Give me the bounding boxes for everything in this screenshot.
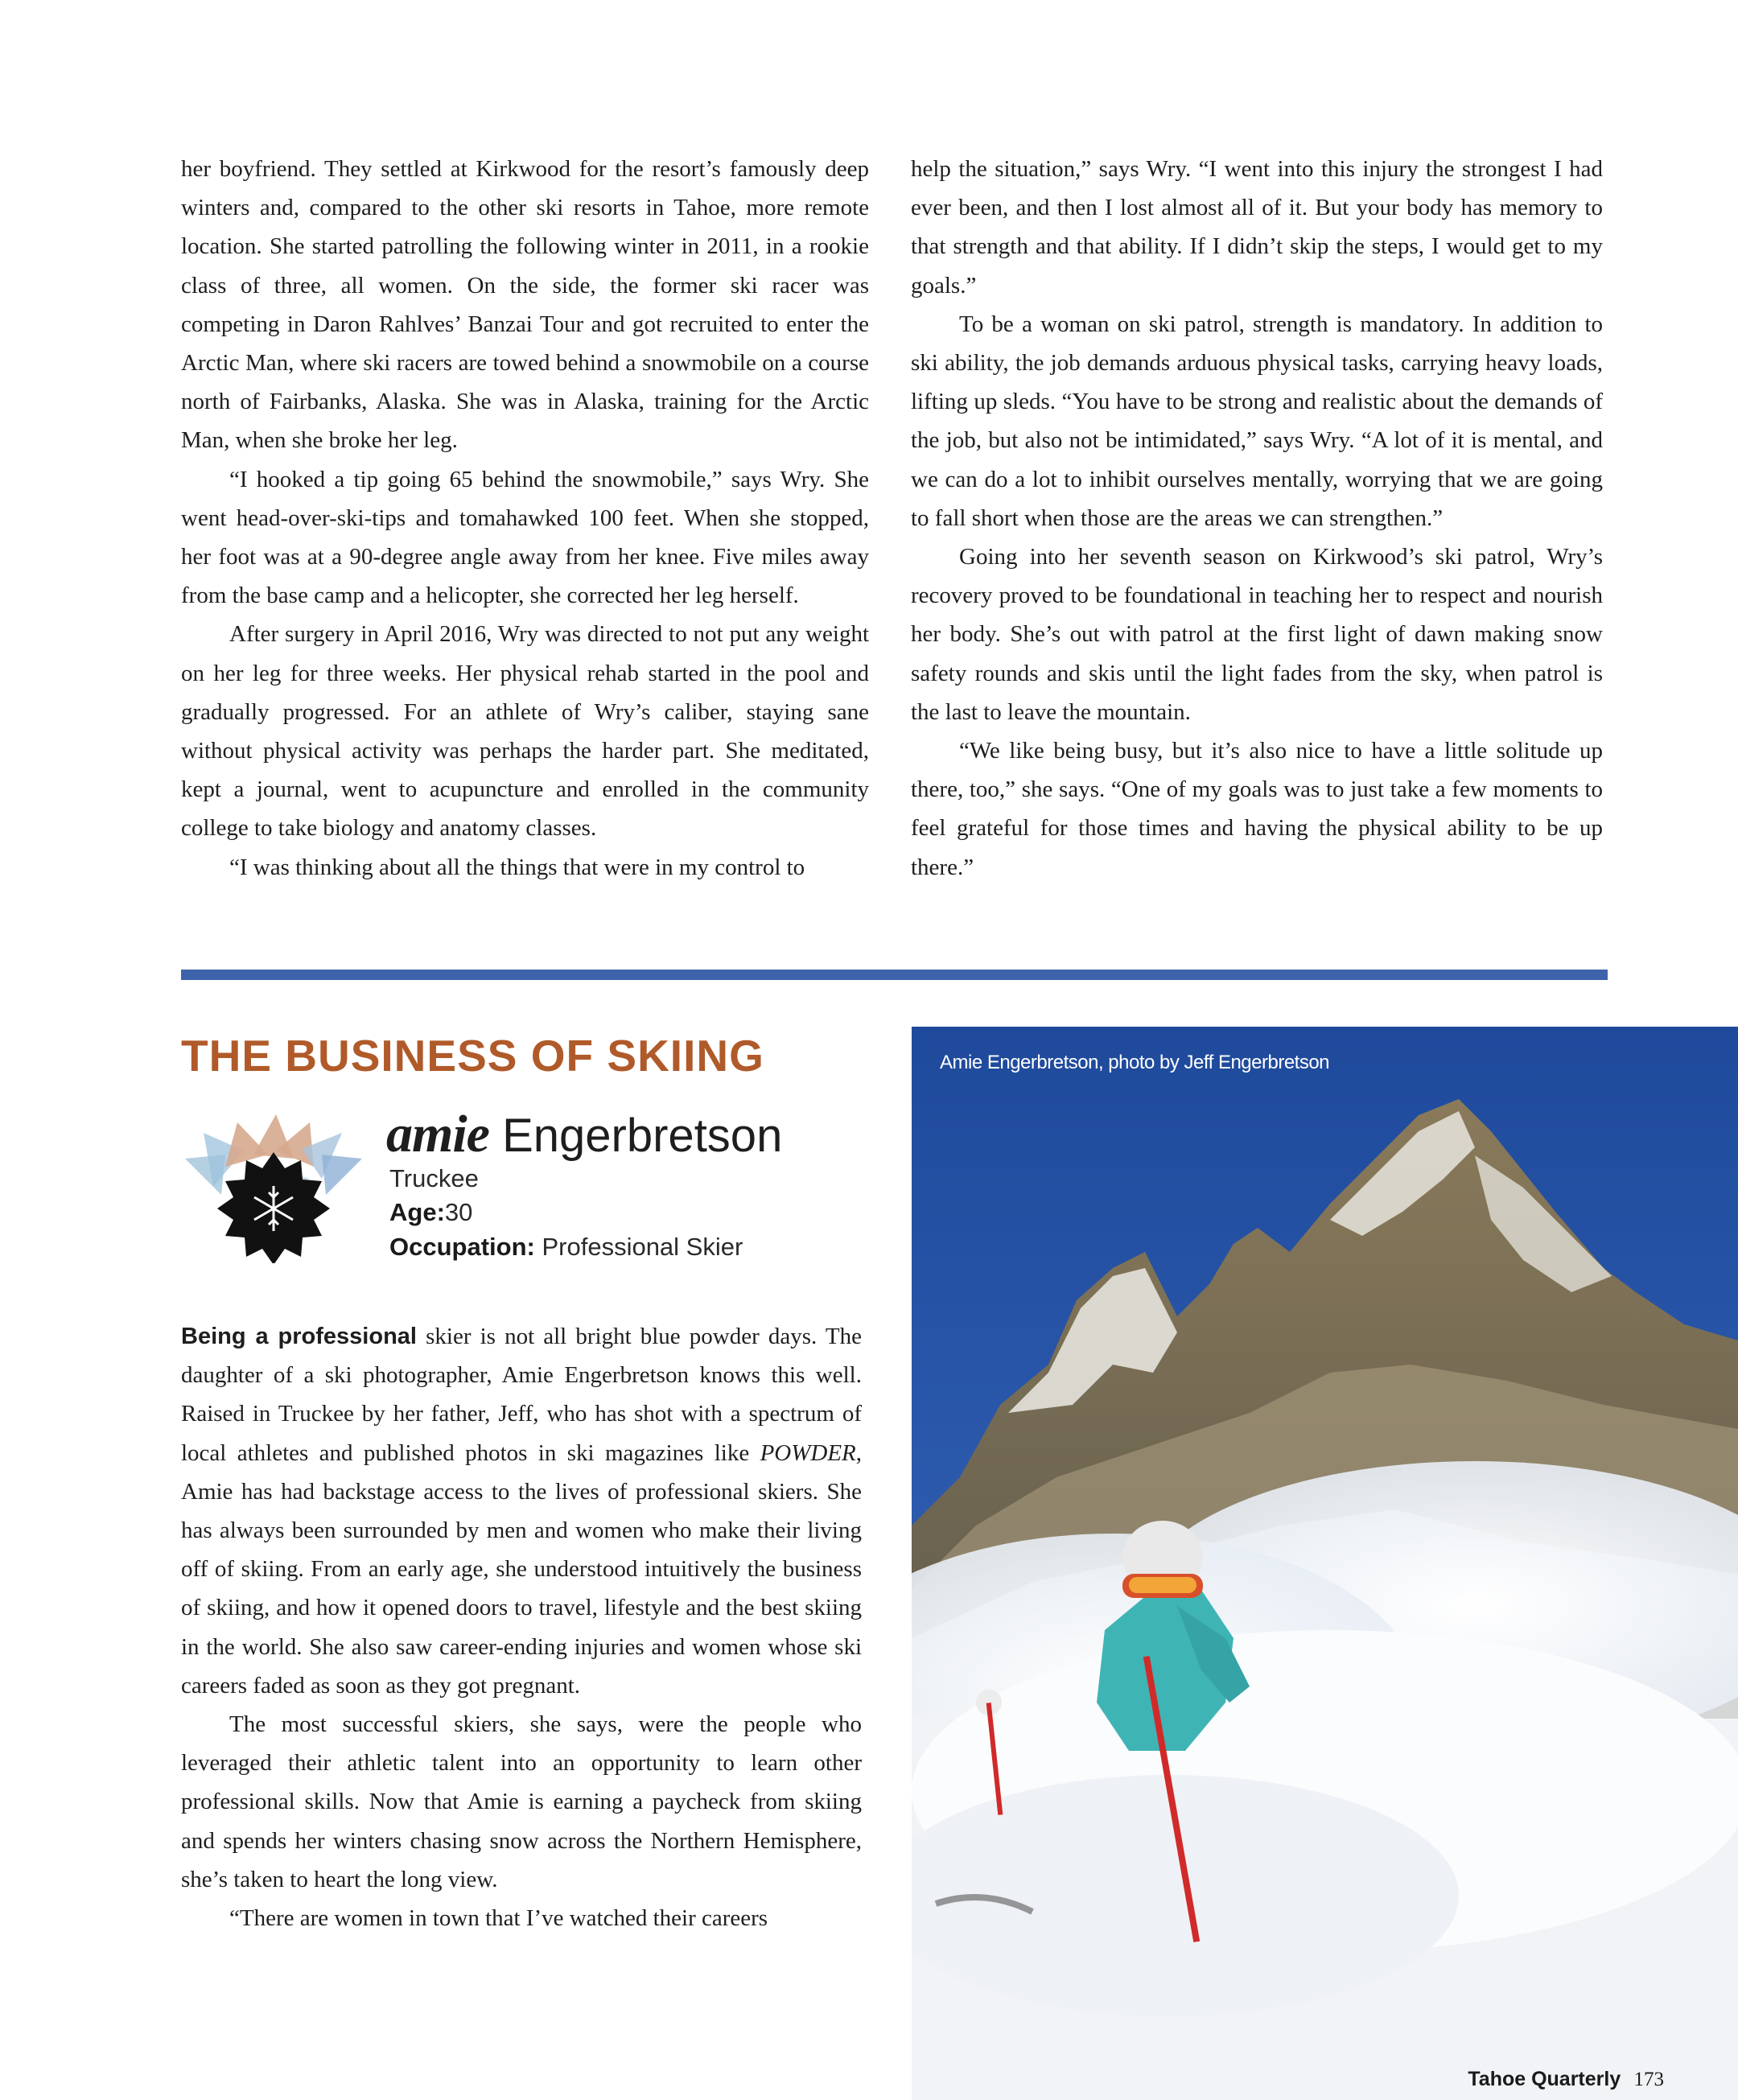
section-title: THE BUSINESS OF SKIING [181, 1031, 764, 1081]
profile-first-name: amie [386, 1105, 489, 1163]
profile-occupation [389, 1233, 743, 1262]
paragraph: Being a professional skier is not all bright blue powder days. The daughter of a ski photographer, Amie Engerbretson knows this well. Raised in Truckee by her father, Jeff, who has shot with a spectrum of local athletes and published photos in ski magazines like POWDER, Amie has had backstage access to the lives of professional skiers. She has always been surrounded by men and women who make their living off of skiing. From an early age, she understood intuitively the business of skiing, and how it opened doors to travel, lifestyle and the best skiing in the world. She also saw career-ending injuries and women whose ski careers faded as soon as they got pregnant. [181, 1324, 862, 1699]
profile-age [389, 1198, 472, 1227]
page-number: 173 [1633, 2069, 1664, 2090]
publication-name: Tahoe Quarterly [1468, 2068, 1621, 2090]
article-column-right [911, 150, 1603, 887]
paragraph: After surgery in April 2016, Wry was directed to not put any weight on her leg for three weeks. Her physical rehab started in the pool and gradually progressed. For an athlete of Wry’s caliber, staying sane without physical activity was perhaps the harder part. She meditated, kept a journal, went to acupuncture and enrolled in the community college to take biology and anatomy classes. [181, 621, 869, 842]
paragraph: “There are women in town that I’ve watched their careers [229, 1905, 768, 1932]
section-divider [181, 970, 1608, 980]
paragraph: “I hooked a tip going 65 behind the snowmobile,” says Wry. She went head-over-ski-tips and tomahawked 100 feet. When she stopped, her foot was at a 90-degree angle away from her knee. Five miles away from the base camp and a helicopter, she corrected her leg herself. [181, 466, 869, 609]
paragraph: To be a woman on ski patrol, strength is mandatory. In addition to ski ability, the job demands arduous physical tasks, carrying heavy loads, lifting up sleds. “You have to be strong and realistic about the demands of the job, but also not be intimidated,” says Wry. “A lot of it is mental, and we can do a lot to inhibit ourselves mentally, worrying that we are going to fall short when those are the areas we can strengthen.” [911, 311, 1603, 531]
magazine-name: POWDER [760, 1439, 856, 1466]
paragraph: her boyfriend. They settled at Kirkwood for the resort’s famously deep winters and, compared to the other ski resorts in Tahoe, more remote location. She started patrolling the following winter in 2011, in a rookie class of three, all women. On the side, the former ski racer was competing in Daron Rahlves’ Banzai Tour and got recruited to enter the Arctic Man, where ski racers are towed behind a snowmobile on a course north of Fairbanks, Alaska. She was in Alaska, training for the Arctic Man, when she broke her leg. [181, 156, 869, 454]
page-footer [1468, 2068, 1664, 2091]
profile-last-name: Engerbretson [502, 1110, 783, 1162]
occupation-label: Occupation: [389, 1233, 535, 1261]
lead-in: Being a professional [181, 1324, 417, 1349]
age-label: Age: [389, 1198, 445, 1226]
article-column-left [181, 150, 869, 887]
paragraph: “We like being busy, but it’s also nice to have a little solitude up there, too,” she says. “One of my goals was to just take a few moments to feel grateful for those times and having the physical ability to be up there.” [911, 738, 1603, 880]
article-column-bottom [181, 1317, 862, 1937]
profile-name [386, 1104, 782, 1165]
paragraph: help the situation,” says Wry. “I went into this injury the strongest I had ever been, and then I lost almost all of it. But your body has memory to that strength and that ability. If I didn’t skip the steps, I would get to my goals.” [911, 156, 1603, 299]
age-value: 30 [444, 1198, 473, 1226]
paragraph: The most successful skiers, she says, were the people who leveraged their athletic talent into an opportunity to learn other professional skills. Now that Amie is earning a paycheck from skiing and spends her winters chasing snow across the Northern Hemisphere, she’s taken to heart the long view. [181, 1711, 862, 1892]
snowflake-emblem-icon [181, 1110, 366, 1263]
occupation-value: Professional Skier [542, 1233, 743, 1261]
paragraph: Going into her seventh season on Kirkwood’s ski patrol, Wry’s recovery proved to be foundational in teaching her to respect and nourish her body. She’s out with patrol at the first light of dawn making snow safety rounds and skis until the light fades from the sky, when patrol is the last to leave the mountain. [911, 544, 1603, 725]
photo-credit: Amie Engerbretson, photo by Jeff Engerbretson [940, 1052, 1330, 1073]
paragraph: “I was thinking about all the things that were in my control to [229, 854, 805, 880]
profile-location: Truckee [389, 1164, 479, 1192]
skier-photo [912, 1027, 1738, 2100]
